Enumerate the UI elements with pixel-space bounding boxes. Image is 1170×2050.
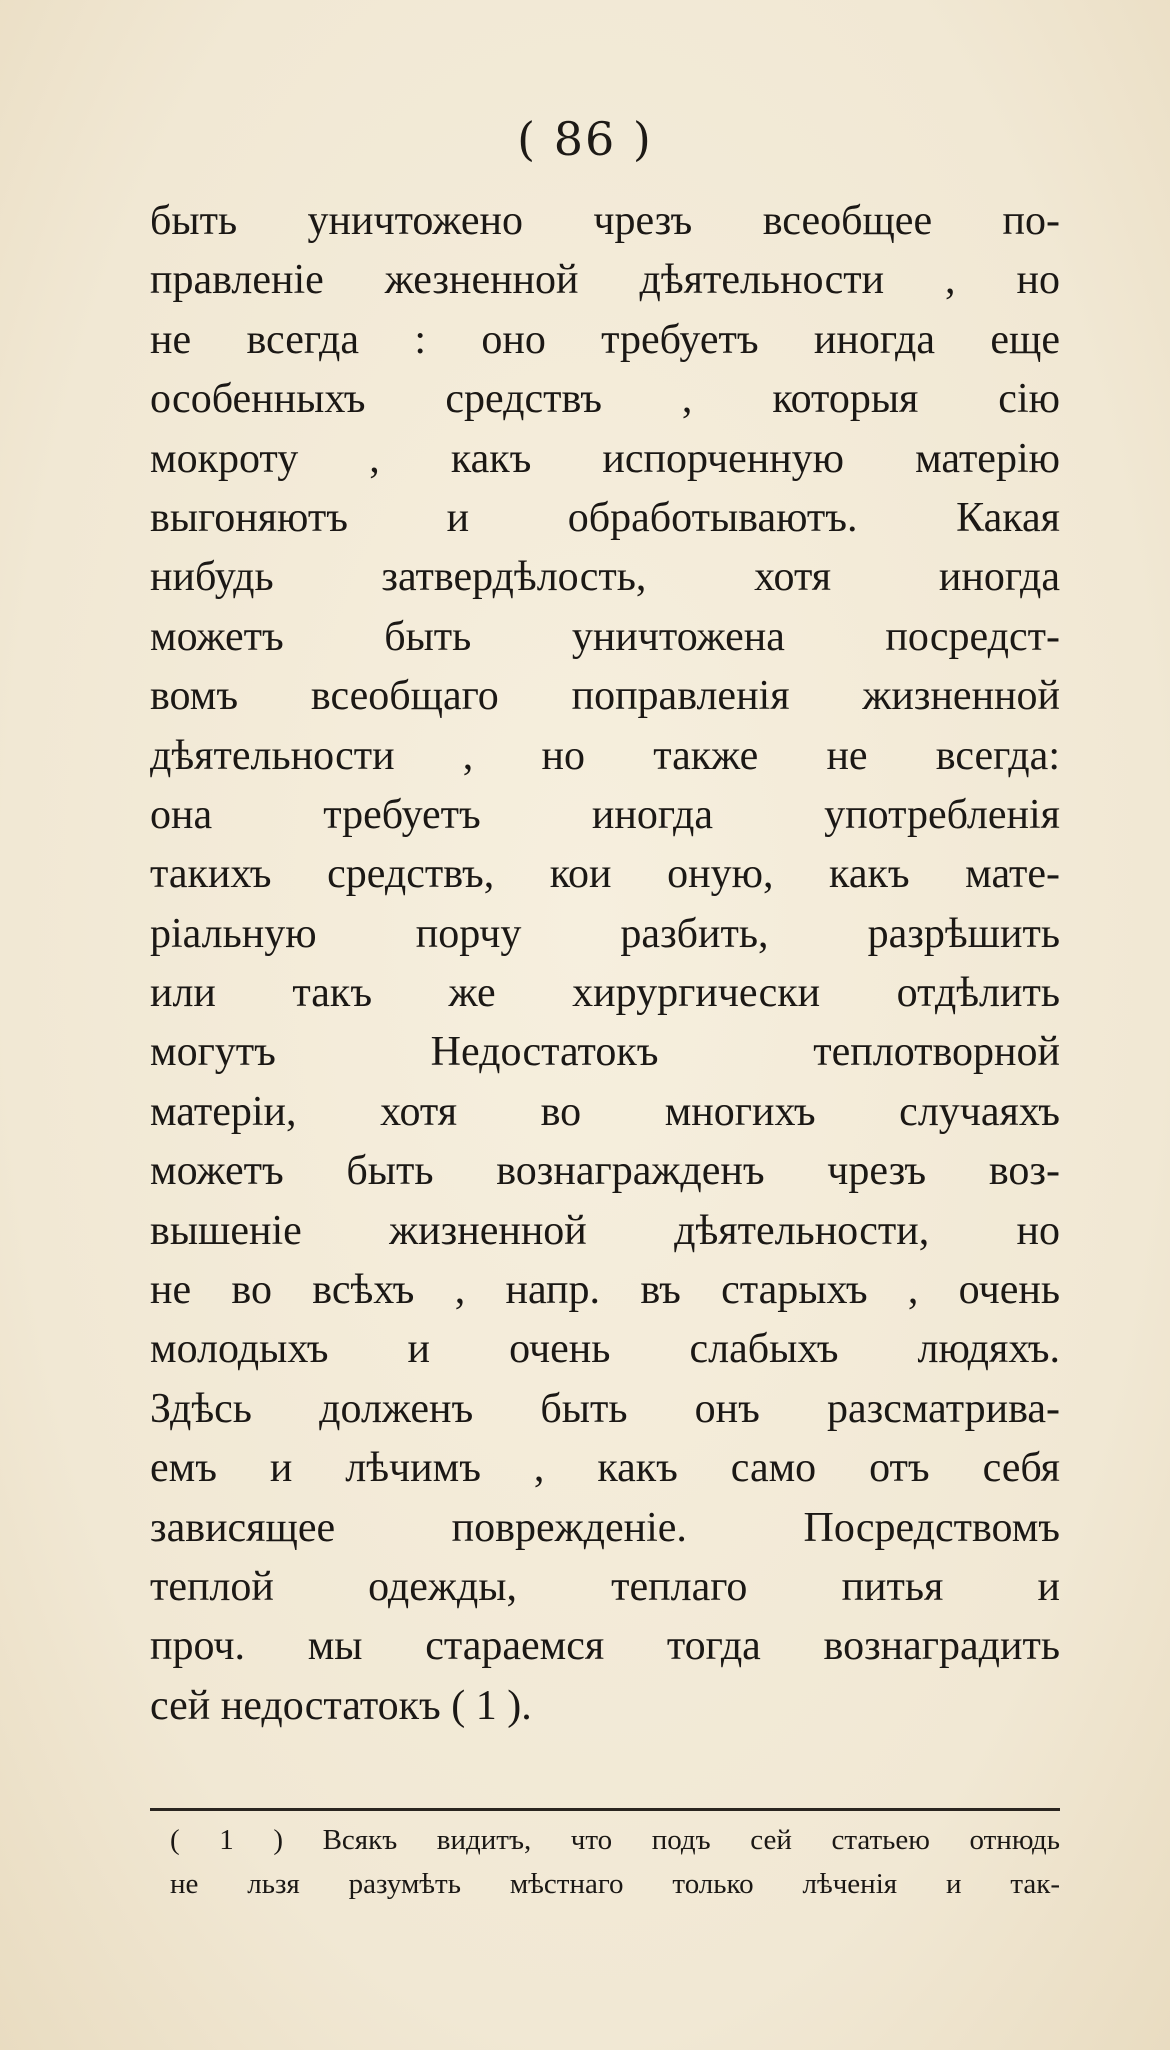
text-line: дѣятельности , но также не всегда: (150, 732, 1060, 779)
text-line: не всегда : оно требуетъ иногда еще (150, 316, 1060, 363)
text-line: емъ и лѣчимъ , какъ само отъ себя (150, 1445, 1060, 1492)
text-line: не во всѣхъ , напр. въ старыхъ , очень (150, 1267, 1060, 1314)
text-line: матеріи, хотя во многихъ случаяхъ (150, 1088, 1060, 1135)
text-line: можетъ быть вознагражденъ чрезъ воз- (150, 1148, 1060, 1195)
text-line: сей недостатокъ ( 1 ). (150, 1682, 532, 1729)
text-line: быть уничтожено чрезъ всеобщее по- (150, 198, 1060, 244)
text-line: ріальную порчу разбить, разрѣшить (150, 910, 1060, 957)
text-line: правленіе жезненной дѣятельности , но (150, 257, 1060, 304)
text-line: она требуетъ иногда употребленія (150, 791, 1060, 838)
footnote-line: не льзя разумѣть мѣстнаго только лѣченія и так- (170, 1868, 1060, 1900)
footnote (170, 1818, 1060, 1906)
text-line: вомъ всеобщаго поправленія жизненной (150, 673, 1060, 720)
text-line: нибудь затвердѣлость, хотя иногда (150, 554, 1060, 601)
text-line: вышеніе жизненной дѣятельности, но (150, 1207, 1060, 1254)
text-line: особенныхъ средствъ , которыя сію (150, 376, 1060, 423)
text-line: выгоняютъ и обработываютъ. Какая (150, 494, 1060, 541)
text-line: могутъ Недостатокъ теплотворной (150, 1029, 1060, 1076)
text-line: теплой одежды, теплаго питья и (150, 1563, 1060, 1610)
text-line: такихъ средствъ, кои оную, какъ мате- (150, 851, 1060, 898)
text-line: Здѣсь долженъ быть онъ разсматрива- (150, 1385, 1060, 1432)
footnote-line: ( 1 ) Всякъ видитъ, что подъ сей статьею отнюдь (170, 1824, 1060, 1856)
page-number: ( 86 ) (517, 112, 653, 166)
text-line: или такъ же хирургически отдѣлить (150, 970, 1060, 1017)
text-line: молодыхъ и очень слабыхъ людяхъ. (150, 1326, 1060, 1373)
text-line: мокроту , какъ испорченную матерію (150, 435, 1060, 482)
text-line: зависящее поврежденіе. Посредствомъ (150, 1504, 1060, 1551)
text-line: проч. мы стараемся тогда вознаградить (150, 1623, 1060, 1670)
text-line: можетъ быть уничтожена посредст- (150, 613, 1060, 660)
body-text (150, 192, 1060, 1736)
footnote-divider (150, 1808, 1060, 1811)
